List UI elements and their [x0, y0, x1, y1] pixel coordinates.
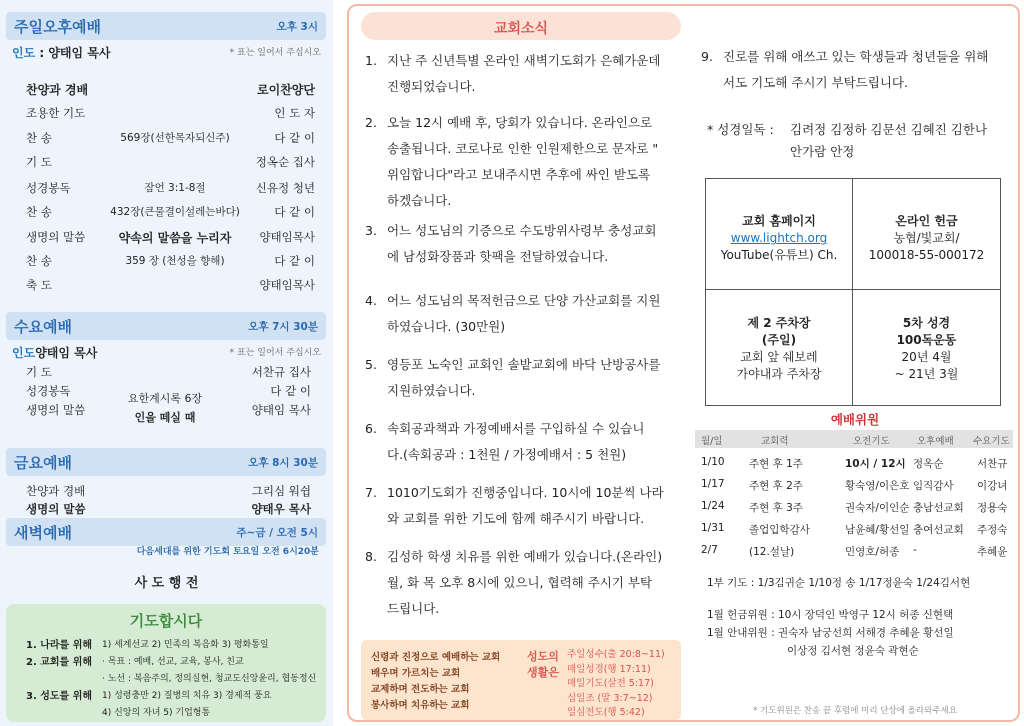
duty-cell-3: 남윤혜/황선일	[845, 524, 910, 536]
wednesday-header	[6, 312, 326, 340]
duty-cell-4: 충여선교회	[913, 524, 964, 536]
left-panel	[0, 0, 333, 726]
duty-title: 예배위원	[830, 412, 880, 427]
news-item-6-line-2: 다.(속회공과 : 1천원 / 가정예배서 : 5 천원)	[387, 447, 627, 462]
news-item-6-number: 6.	[365, 421, 377, 436]
duty-cell-1: 1/31	[701, 522, 725, 534]
news-item-5-number: 5.	[365, 357, 377, 372]
sunday-lead: 인도 : 양태임 목사	[12, 46, 111, 60]
dawn-header	[6, 518, 326, 546]
news-item-5-line-2: 지원하였습니다.	[387, 383, 476, 398]
duty-cell-4: -	[913, 544, 917, 556]
friday-time: 오후 8시 30분	[248, 457, 318, 469]
news-title: 교회소식	[493, 21, 549, 37]
prayer-item-4-text: 1) 성령충만 2) 질병의 치유 3) 경제적 풍요	[102, 691, 272, 701]
sunday-row-4-label: 기 도	[26, 155, 52, 169]
sunday-row-6-person: 다 같 이	[274, 205, 315, 219]
sunday-row-5-label: 성경봉독	[26, 181, 71, 195]
news-item-5-line-1: 영등포 노숙인 교회인 솔밭교회에 바닥 난방공사를	[387, 357, 661, 372]
dawn-title: 새벽예배	[14, 524, 72, 542]
friday-row-2-a: 생명의 말씀	[26, 502, 86, 516]
parking-cell	[706, 315, 852, 383]
news-item-8-line-2: 월, 화 목 오후 8시에 있으니, 협력해 주시기 부탁	[387, 575, 653, 590]
sunday-row-7-label: 생명의 말씀	[26, 230, 86, 244]
prayer-item-1-label: 1. 나라를 위해	[26, 640, 93, 651]
news-item-4-line-2: 하였습니다. (30만원)	[387, 319, 506, 334]
duty-cell-5: 추혜윤	[977, 546, 1008, 558]
sunday-row-3-content: 569장(선한목자되신주)	[120, 132, 230, 144]
motto-label-1: 성도의	[527, 650, 559, 663]
news-item-7-line-1: 1010기도회가 진행중입니다. 10시에 10분씩 나라	[387, 485, 664, 500]
duty-row	[695, 540, 1020, 561]
motto-line-3: 교제하며 전도하는 교회	[371, 684, 470, 695]
news-item-1-line-1: 지난 주 신년특별 온라인 새벽기도회가 은혜가운데	[387, 53, 661, 68]
sunday-title: 주일오후예배	[14, 18, 101, 36]
prayer-title: 기도합시다	[129, 612, 203, 630]
duty-cell-3: 권숙자/이인순	[845, 502, 910, 514]
wednesday-time: 오후 7시 30분	[248, 321, 318, 333]
prayer-item-1-text: 1) 세계선교 2) 민족의 복음화 3) 평화통일	[102, 640, 269, 650]
homepage-youtube: YouTube(유튜브) Ch.	[720, 248, 838, 262]
news-panel	[347, 4, 1020, 722]
duty-offering: 1월 헌금위원 : 10시 장덕인 박영구 12시 허종 신현택	[707, 609, 954, 621]
duty-cell-5: 서찬규	[977, 458, 1008, 470]
news-item-2-line-1: 오늘 12시 예배 후, 당회가 있습니다. 온라인으로	[387, 115, 653, 130]
motto-box	[361, 640, 681, 720]
sunday-row-7-content: 약속의 말씀을 누리자	[118, 231, 232, 245]
wednesday-note: * 표는 일어서 주십시오	[229, 348, 321, 358]
duty-usher-2: 이상정 김서현 정윤숙 곽현순	[787, 645, 919, 657]
duty-cell-4: 정옥순	[913, 458, 944, 470]
prayer-item-5-text: 4) 신앙의 자녀 5) 기업형통	[102, 708, 211, 718]
news-item-4-number: 4.	[365, 293, 377, 308]
wednesday-row-1-person: 서찬규 집사	[251, 365, 311, 379]
parking-subtitle: (주일)	[761, 333, 797, 347]
duty-header-date: 월/일	[701, 436, 723, 447]
duty-cell-3: 10시 / 12시	[845, 458, 906, 470]
news-item-2-number: 2.	[365, 115, 377, 130]
wednesday-sermon: 인을 떼실 때	[134, 411, 196, 424]
motto-item-4: 십일조 (말 3:7~12)	[567, 692, 653, 704]
offering-title: 온라인 헌금	[895, 214, 958, 228]
duty-header-calendar: 교회력	[761, 436, 789, 447]
motto-item-3: 매일기도(살전 5:17)	[567, 678, 654, 689]
duty-cell-1: 1/24	[701, 500, 725, 512]
sunday-row-2-person: 인 도 자	[274, 106, 315, 120]
sunday-row-5-content: 잠언 3:1-8절	[144, 182, 206, 194]
sunday-row-1-label: 찬양과 경배	[26, 83, 89, 97]
homepage-cell	[706, 213, 852, 264]
sunday-row-7-person: 양태임목사	[259, 230, 315, 244]
sunday-row-6-content: 432장(큰물결이설레는바다)	[110, 206, 240, 218]
homepage-link[interactable]: www.lightch.org	[730, 231, 828, 245]
duty-cell-5: 이강녀	[977, 480, 1008, 492]
duty-cell-1: 1/10	[701, 456, 725, 468]
reading-cell	[853, 315, 1000, 383]
motto-item-2: 매일성경(행 17:11)	[567, 663, 651, 675]
duty-cell-4: 충남선교회	[913, 502, 964, 514]
news-item-7-number: 7.	[365, 485, 377, 500]
wednesday-row-2-label: 성경봉독	[26, 384, 71, 398]
news-item-1-line-2: 진행되었습니다.	[387, 79, 476, 94]
reading-line-2: ~ 21년 3월	[894, 367, 959, 381]
offering-cell	[853, 213, 1000, 264]
news-item-2-line-2: 송출됩니다. 코로나로 인한 인원제한으로 문자로 "	[387, 141, 659, 156]
offering-account: 100018-55-000172	[868, 248, 985, 262]
wednesday-row-3-person: 양태임 목사	[251, 403, 311, 417]
duty-usher-1: 1월 안내위원 : 권숙자 남궁선희 서해경 추혜윤 황선일	[707, 627, 954, 639]
news-item-2-line-4: 하겠습니다.	[387, 193, 452, 208]
news-item-6-line-1: 속회공과책과 가정예배서를 구입하실 수 있습니	[387, 421, 645, 436]
wednesday-title: 수요예배	[14, 318, 72, 336]
duty-header-pm: 오후예배	[917, 436, 954, 447]
sunday-header	[6, 12, 326, 40]
duty-cell-3: 황숙영/이은호	[845, 480, 910, 492]
duty-cell-3: 민영호/허종	[845, 546, 900, 558]
news-item-8-line-1: 김성하 학생 치유를 위한 예배가 있습니다.(온라인)	[387, 549, 663, 564]
news-item-9-line-1: 진로를 위해 애쓰고 있는 학생들과 청년들을 위해	[723, 49, 989, 64]
homepage-title: 교회 홈페이지	[742, 214, 816, 228]
sunday-row-5-person: 신유정 청년	[255, 181, 315, 195]
parking-line-1: 교회 앞 쉐보레	[740, 350, 818, 364]
wednesday-row-3-label: 생명의 말씀	[26, 403, 86, 417]
motto-line-1: 신령과 진정으로 예배하는 교회	[371, 652, 501, 663]
duty-row	[695, 518, 1020, 539]
news-item-3-line-1: 어느 성도님의 기증으로 수도방위사령부 충성교회	[387, 223, 657, 238]
wednesday-row-1-label: 기 도	[26, 365, 52, 379]
duty-leader: 1부 기도 : 1/3김귀순 1/10정 송 1/17정윤숙 1/24김서현	[707, 577, 971, 589]
prayer-box	[6, 604, 326, 722]
friday-row-1-a: 찬양과 경배	[26, 484, 86, 498]
wednesday-row-2-person: 다 같 이	[270, 384, 311, 398]
duty-row	[695, 474, 1020, 495]
news-item-1-number: 1.	[365, 53, 377, 68]
sunday-row-8-person: 다 같 이	[274, 254, 315, 268]
duty-cell-2: 주현 후 1주	[749, 458, 803, 470]
bible-reading-names-1: 김려정 김정하 김문선 김혜진 김한나	[790, 122, 988, 137]
duty-cell-4: 임직감사	[913, 480, 954, 492]
motto-label-2: 생활은	[527, 666, 559, 679]
prayer-item-2-label: 2. 교회를 위해	[26, 657, 93, 668]
sunday-row-8-label: 찬 송	[26, 254, 52, 268]
bible-reading-label: * 성경일독 :	[707, 122, 774, 137]
wednesday-lead: 인도양태임 목사	[12, 346, 98, 360]
duty-cell-5: 정용숙	[977, 502, 1008, 514]
prayer-item-4-label: 3. 성도를 위해	[26, 691, 93, 702]
news-item-4-line-1: 어느 성도님의 목적헌금으로 단양 가산교회를 지원	[387, 293, 661, 308]
news-item-9-number: 9.	[701, 49, 713, 64]
friday-title: 금요예배	[14, 454, 72, 472]
news-header	[361, 12, 681, 40]
motto-item-5: 일심전도(행 5:42)	[567, 707, 645, 718]
duty-row	[695, 452, 1020, 473]
duty-footnote: * 기도위원은 찬송 끝 후렴에 미리 단상에 올라와주세요	[753, 706, 957, 716]
motto-line-2: 배우며 가르치는 교회	[371, 668, 461, 679]
parking-title: 제 2 주차장	[747, 316, 811, 330]
sunday-row-8-content: 359 장 (천성을 향해)	[125, 255, 225, 267]
duty-cell-1: 1/17	[701, 478, 725, 490]
reading-line-1: 20년 4월	[901, 350, 952, 364]
offering-bank: 농협/빛교회/	[893, 231, 960, 245]
duty-cell-5: 주정숙	[977, 524, 1008, 536]
news-item-8-number: 8.	[365, 549, 377, 564]
news-item-2-line-3: 위임합니다"라고 보내주시면 추후에 싸인 받도록	[387, 167, 651, 182]
prayer-item-3-text: · 노선 : 복음주의, 정의실현, 청교도신앙윤리, 협동정신	[102, 674, 317, 684]
dawn-next-gen: 다음세대를 위한 기도회 토요일 오전 6시20분	[136, 547, 319, 557]
duty-cell-2: 졸업입학감사	[749, 524, 810, 536]
motto-item-1: 주일성수(출 20:8~11)	[567, 649, 665, 660]
news-item-8-line-3: 드립니다.	[387, 601, 440, 616]
sunday-row-3-label: 찬 송	[26, 131, 52, 145]
duty-header-row	[695, 430, 1013, 448]
duty-cell-2: (12.설날)	[749, 546, 795, 558]
bible-reading-names-2: 안가람 안정	[790, 144, 855, 159]
reading-subtitle: 100독운동	[896, 333, 957, 347]
reading-title: 5차 성경	[902, 316, 951, 330]
news-item-7-line-2: 와 교회를 위한 기도에 함께 해주시기 바랍니다.	[387, 511, 645, 526]
friday-row-2-r: 양태우 목사	[251, 502, 311, 516]
sunday-time: 오후 3시	[276, 21, 318, 33]
sunday-row-2-label: 조용한 기도	[26, 106, 86, 120]
sunday-row-9-label: 축 도	[26, 278, 52, 292]
info-grid	[705, 178, 1001, 406]
news-item-3-number: 3.	[365, 223, 377, 238]
sunday-row-4-person: 정옥순 집사	[255, 155, 315, 169]
duty-row	[695, 496, 1020, 517]
sunday-row-3-person: 다 같 이	[274, 131, 315, 145]
friday-header	[6, 448, 326, 476]
duty-cell-2: 주현 후 2주	[749, 480, 803, 492]
sunday-row-1-person: 로이찬양단	[257, 83, 315, 97]
dawn-time: 주~금 / 오전 5시	[236, 527, 318, 539]
wednesday-scripture: 요한계시록 6장	[127, 392, 203, 405]
duty-cell-2: 주현 후 3주	[749, 502, 803, 514]
sunday-note: * 표는 일어서 주십시오	[229, 48, 321, 58]
friday-row-1-r: 그리심 워쉽	[251, 484, 311, 498]
sunday-row-9-person: 양태임목사	[259, 278, 315, 292]
news-item-3-line-2: 에 남성화장품과 핫팩을 전달하였습니다.	[387, 249, 609, 264]
duty-header-wed: 수요기도	[973, 436, 1010, 447]
duty-cell-1: 2/7	[701, 544, 718, 556]
duty-header-am: 오전기도	[853, 436, 890, 447]
parking-line-2: 가야내과 주차장	[736, 367, 822, 381]
creed-title: 사 도 행 전	[134, 576, 199, 591]
sunday-row-6-label: 찬 송	[26, 205, 52, 219]
news-item-9-line-2: 서도 기도해 주시기 부탁드립니다.	[723, 75, 908, 90]
prayer-item-2-text: · 목표 : 예배, 선교, 교육, 봉사, 친교	[102, 657, 244, 667]
motto-line-4: 봉사하며 치유하는 교회	[371, 700, 470, 711]
